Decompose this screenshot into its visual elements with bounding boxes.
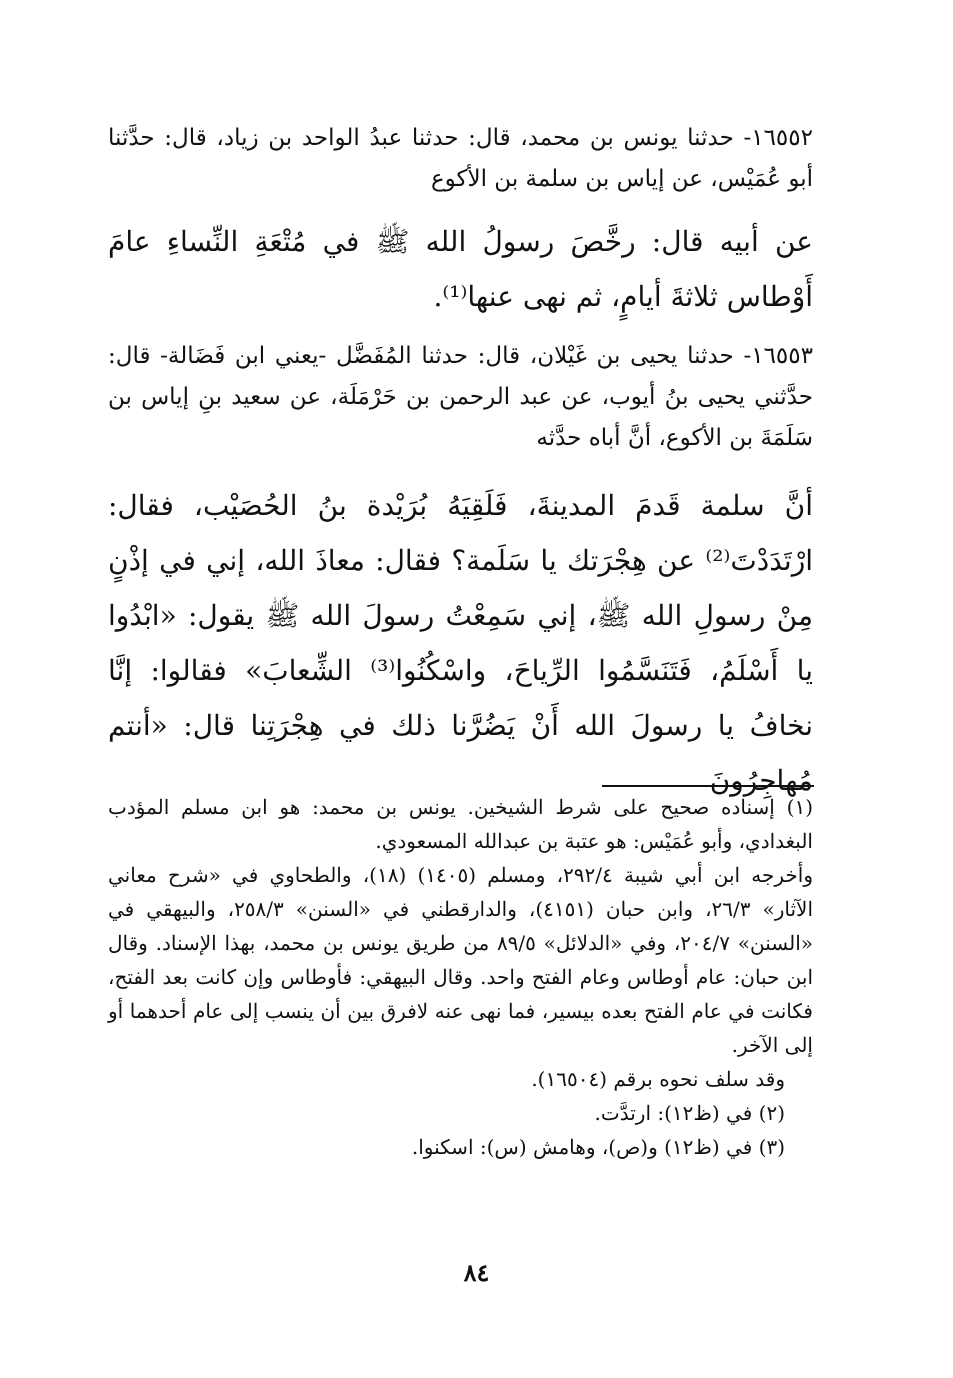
- matn-text: عن أبيه قال: رخَّصَ رسولُ الله ﷺ في مُتْعَةِ النِّساءِ عامَ أَوْطاس ثلاثةَ أيامٍ، ثم نهى عنها⁽¹⁾.: [108, 225, 813, 313]
- hadith-16553-matn: [108, 478, 813, 808]
- footnote-1-takhrij: وأخرجه ابن أبي شيبة ٢٩٢/٤، ومسلم (١٤٠٥) (١٨)، والطحاوي في «شرح معاني الآثار» ٢٦/٣، وابن حبان (٤١٥١)، والدارقطني في «السنن» ٢٥٨/٣، والبيهقي في «السنن» ٢٠٤/٧، وفي «الدلائل» ٨٩/٥ من طريق يونس بن محمد، بهذا الإسناد. وقال ابن حبان: عام أوطاس وعام الفتح واحد. وقال البيهقي: فأوطاس وإن كانت بعد الفتح، فكانت في عام الفتح بعده بيسير، فما نهى عنه لافرق بين أن ينسب إلى عام أحدهما أو إلى الآخر.: [108, 863, 814, 1057]
- footnotes: [108, 790, 813, 1164]
- footnote-2: (٢) في (ظ١٢): ارتدَّت.: [594, 1101, 785, 1125]
- footnote-1-cross-reference: وقد سلف نحوه برقم (١٦٥٠٤).: [531, 1067, 785, 1091]
- isnad-text: ١٦٥٥٣- حدثنا يحيى بن غَيْلان، قال: حدثنا المُفَضَّل -يعني ابن فَضَالة- قال: حدَّثني يحيى بنُ أيوب، عن عبد الرحمن بن حَرْمَلَة، عن سعيد بنِ إياس بن سَلَمَةَ بن الأكوع، أنَّ أباه حدَّثه: [108, 343, 813, 451]
- matn-text: أنَّ سلمة قَدمَ المدينةَ، فَلَقِيَهُ بُرَيْدة بنُ الحُصَيْب، فقال: ارْتَدَدْتَ⁽²⁾ عن هِجْرَتك يا سَلَمة؟ فقال: معاذَ الله، إني في إذْنٍ مِنْ رسولِ الله ﷺ، إني سَمِعْتُ رسولَ الله ﷺ يقول: «ابْدُوا يا أَسْلَمُ، فَتَنَسَّمُوا الرِّياحَ، واسْكُنُوا⁽³⁾ الشِّعابَ» فقالوا: إنَّا نخافُ يا رسولَ الله أَنْ يَضُرَّنا ذلك في هِجْرَتِنا قال: «أنتم مُهاجِرُونَ: [108, 489, 813, 797]
- hadith-16552-matn: [108, 214, 813, 324]
- isnad-text: ١٦٥٥٢- حدثنا يونس بن محمد، قال: حدثنا عبدُ الواحد بن زياد، قال: حدَّثنا أبو عُمَيْس، عن إياس بن سلمة بن الأكوع: [108, 125, 813, 192]
- page-number: ٨٤: [463, 1258, 490, 1287]
- footnote-3: (٣) في (ظ١٢) و(ص)، وهامش (س): اسكنوا.: [411, 1135, 785, 1159]
- footnote-separator: [602, 785, 814, 787]
- hadith-16553-isnad: [108, 336, 813, 459]
- footnote-1: (١) إسناده صحيح على شرط الشيخين. يونس بن محمد: هو ابن مسلم المؤدب البغدادي، وأبو عُمَيْس: هو عتبة بن عبدالله المسعودي.: [108, 795, 813, 853]
- hadith-16552-isnad: [108, 118, 813, 200]
